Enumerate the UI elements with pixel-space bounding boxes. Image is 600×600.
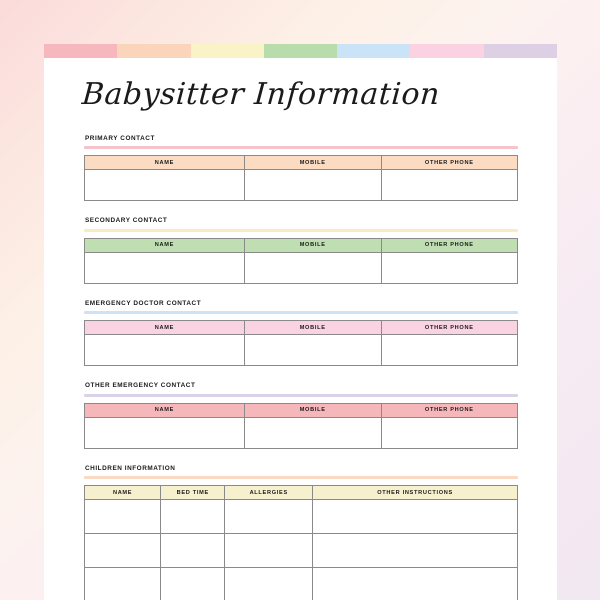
cell-mobile[interactable] — [244, 252, 381, 283]
cell-other-phone[interactable] — [381, 170, 517, 201]
cell-allergies[interactable] — [225, 568, 313, 600]
cell-other-instructions[interactable] — [313, 568, 518, 600]
color-strip-segment-peach — [117, 44, 190, 58]
section-spacer — [84, 284, 518, 301]
column-header-name: NAME — [85, 156, 245, 170]
table-emergency-doctor-contact — [84, 320, 518, 366]
column-header-other-phone: OTHER PHONE — [381, 321, 517, 335]
column-header-mobile: MOBILE — [244, 156, 381, 170]
table-header-row — [85, 403, 518, 417]
column-header-other-phone: OTHER PHONE — [381, 403, 517, 417]
section-label-secondary-contact: SECONDARY CONTACT — [85, 217, 168, 225]
column-header-other-phone: OTHER PHONE — [381, 238, 517, 252]
table-row — [85, 534, 518, 568]
column-header-name: NAME — [85, 486, 161, 500]
page-title: Babysitter Information — [80, 77, 442, 112]
table-row — [85, 568, 518, 600]
cell-name[interactable] — [85, 500, 161, 534]
cell-name[interactable] — [85, 335, 245, 366]
cell-mobile[interactable] — [244, 335, 381, 366]
section-rule-emergency-doctor-contact — [84, 311, 518, 314]
cell-mobile[interactable] — [244, 170, 381, 201]
color-strip-segment-lavender — [484, 44, 557, 58]
decorative-rainbow-strip — [44, 44, 557, 58]
cell-other-instructions[interactable] — [313, 534, 518, 568]
section-children-information — [84, 466, 518, 600]
cell-other-phone[interactable] — [381, 417, 517, 448]
column-header-other-phone: OTHER PHONE — [381, 156, 517, 170]
cell-other-phone[interactable] — [381, 335, 517, 366]
section-label-other-emergency-contact: OTHER EMERGENCY CONTACT — [85, 382, 196, 390]
color-strip-segment-rose — [410, 44, 483, 58]
section-label-primary-contact: PRIMARY CONTACT — [85, 135, 155, 142]
column-header-name: NAME — [85, 403, 245, 417]
table-row — [85, 335, 518, 366]
cell-bed-time[interactable] — [161, 500, 225, 534]
cell-name[interactable] — [85, 568, 161, 600]
cell-bed-time[interactable] — [161, 534, 225, 568]
column-header-bed-time: BED TIME — [161, 486, 225, 500]
table-children-information — [84, 485, 518, 600]
column-header-mobile: MOBILE — [244, 238, 381, 252]
table-primary-contact — [84, 155, 518, 201]
section-rule-other-emergency-contact — [84, 394, 518, 397]
section-rule-secondary-contact — [84, 229, 518, 232]
column-header-mobile: MOBILE — [244, 321, 381, 335]
table-row — [85, 170, 518, 201]
table-row — [85, 252, 518, 283]
color-strip-segment-green — [264, 44, 337, 58]
table-row — [85, 500, 518, 534]
section-spacer — [84, 366, 518, 383]
section-label-emergency-doctor-contact: EMERGENCY DOCTOR CONTACT — [85, 299, 202, 307]
section-rule-children-information — [84, 476, 518, 479]
cell-bed-time[interactable] — [161, 568, 225, 600]
color-strip-segment-blue — [337, 44, 410, 58]
column-header-allergies: ALLERGIES — [225, 486, 313, 500]
cell-name[interactable] — [85, 417, 245, 448]
table-header-row — [85, 238, 518, 252]
column-header-name: NAME — [85, 238, 245, 252]
cell-allergies[interactable] — [225, 534, 313, 568]
section-emergency-doctor-contact — [84, 301, 518, 366]
section-spacer — [84, 201, 518, 218]
table-header-row — [85, 321, 518, 335]
form-content — [84, 136, 518, 600]
section-spacer — [84, 449, 518, 466]
column-header-other-instructions: OTHER INSTRUCTIONS — [313, 486, 518, 500]
cell-name[interactable] — [85, 534, 161, 568]
color-strip-segment-cream — [191, 44, 264, 58]
cell-name[interactable] — [85, 170, 245, 201]
color-strip-segment-pink — [44, 44, 117, 58]
cell-other-instructions[interactable] — [313, 500, 518, 534]
cell-mobile[interactable] — [244, 417, 381, 448]
table-row — [85, 417, 518, 448]
cell-allergies[interactable] — [225, 500, 313, 534]
cell-other-phone[interactable] — [381, 252, 517, 283]
table-header-row — [85, 486, 518, 500]
cell-name[interactable] — [85, 252, 245, 283]
table-secondary-contact — [84, 238, 518, 284]
section-label-children-information: CHILDREN INFORMATION — [85, 464, 176, 472]
column-header-name: NAME — [85, 321, 245, 335]
table-other-emergency-contact — [84, 403, 518, 449]
section-secondary-contact — [84, 218, 518, 283]
table-header-row — [85, 156, 518, 170]
section-other-emergency-contact — [84, 383, 518, 448]
column-header-mobile: MOBILE — [244, 403, 381, 417]
printable-sheet — [44, 44, 557, 600]
section-primary-contact — [84, 136, 518, 201]
section-rule-primary-contact — [84, 146, 518, 149]
